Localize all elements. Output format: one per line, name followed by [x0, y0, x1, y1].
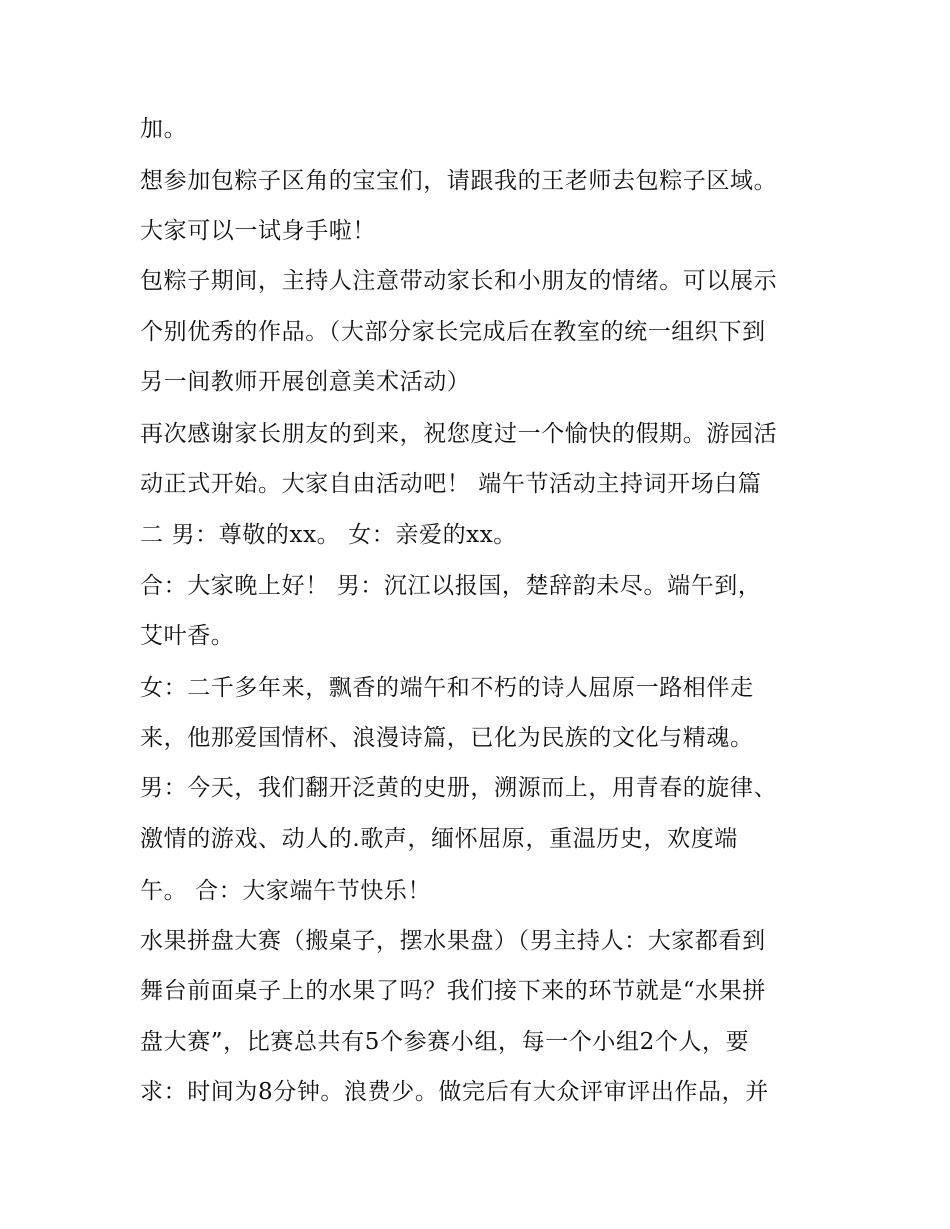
text-line: 男：今天，我们翻开泛黄的史册，溯源而上，用青春的旋律、 — [140, 775, 778, 801]
text-line: 午。 合：大家端午节快乐！ — [140, 878, 432, 904]
text-line: 动正式开始。大家自由活动吧！ 端午节活动主持词开场白篇 — [140, 471, 762, 497]
text-line: 加。 — [140, 116, 188, 142]
text-line: 想参加包粽子区角的宝宝们，请跟我的王老师去包粽子区域。 — [140, 168, 778, 194]
text-line: 合：大家晚上好！ 男：沉江以报国，楚辞韵未尽。端午到， — [140, 573, 762, 599]
text-line: 女：二千多年来，飘香的端午和不朽的诗人屈原一路相伴走 — [140, 675, 754, 701]
text-line: 二 男：尊敬的xx。 女：亲爱的xx。 — [140, 522, 517, 548]
text-line: 另一间教师开展创意美术活动） — [140, 369, 471, 395]
text-line: 舞台前面桌子上的水果了吗？我们接下来的环节就是“水果拼 — [140, 978, 766, 1004]
text-line: 激情的游戏、动人的.歌声，缅怀屈原，重温历史，欢度端 — [140, 826, 738, 852]
text-line: 再次感谢家长朋友的到来，祝您度过一个愉快的假期。游园活 — [140, 421, 778, 447]
text-line: 水果拼盘大赛（搬桌子，摆水果盘）（男主持人：大家都看到 — [140, 928, 766, 954]
text-line: 个别优秀的作品。（大部分家长完成后在教室的统一组织下到 — [140, 319, 766, 345]
text-line: 来，他那爱国情杯、浪漫诗篇，已化为民族的文化与精魂。 — [140, 725, 754, 751]
text-line: 包粽子期间，主持人注意带动家长和小朋友的情绪。可以展示 — [140, 268, 778, 294]
text-line: 大家可以一试身手啦！ — [140, 218, 376, 244]
text-line: 艾叶香。 — [140, 623, 235, 649]
text-line: 求：时间为8分钟。浪费少。做完后有大众评审评出作品，并 — [140, 1079, 769, 1105]
text-line: 盘大赛”，比赛总共有5个参赛小组，每一个小组2个人，要 — [140, 1029, 750, 1055]
